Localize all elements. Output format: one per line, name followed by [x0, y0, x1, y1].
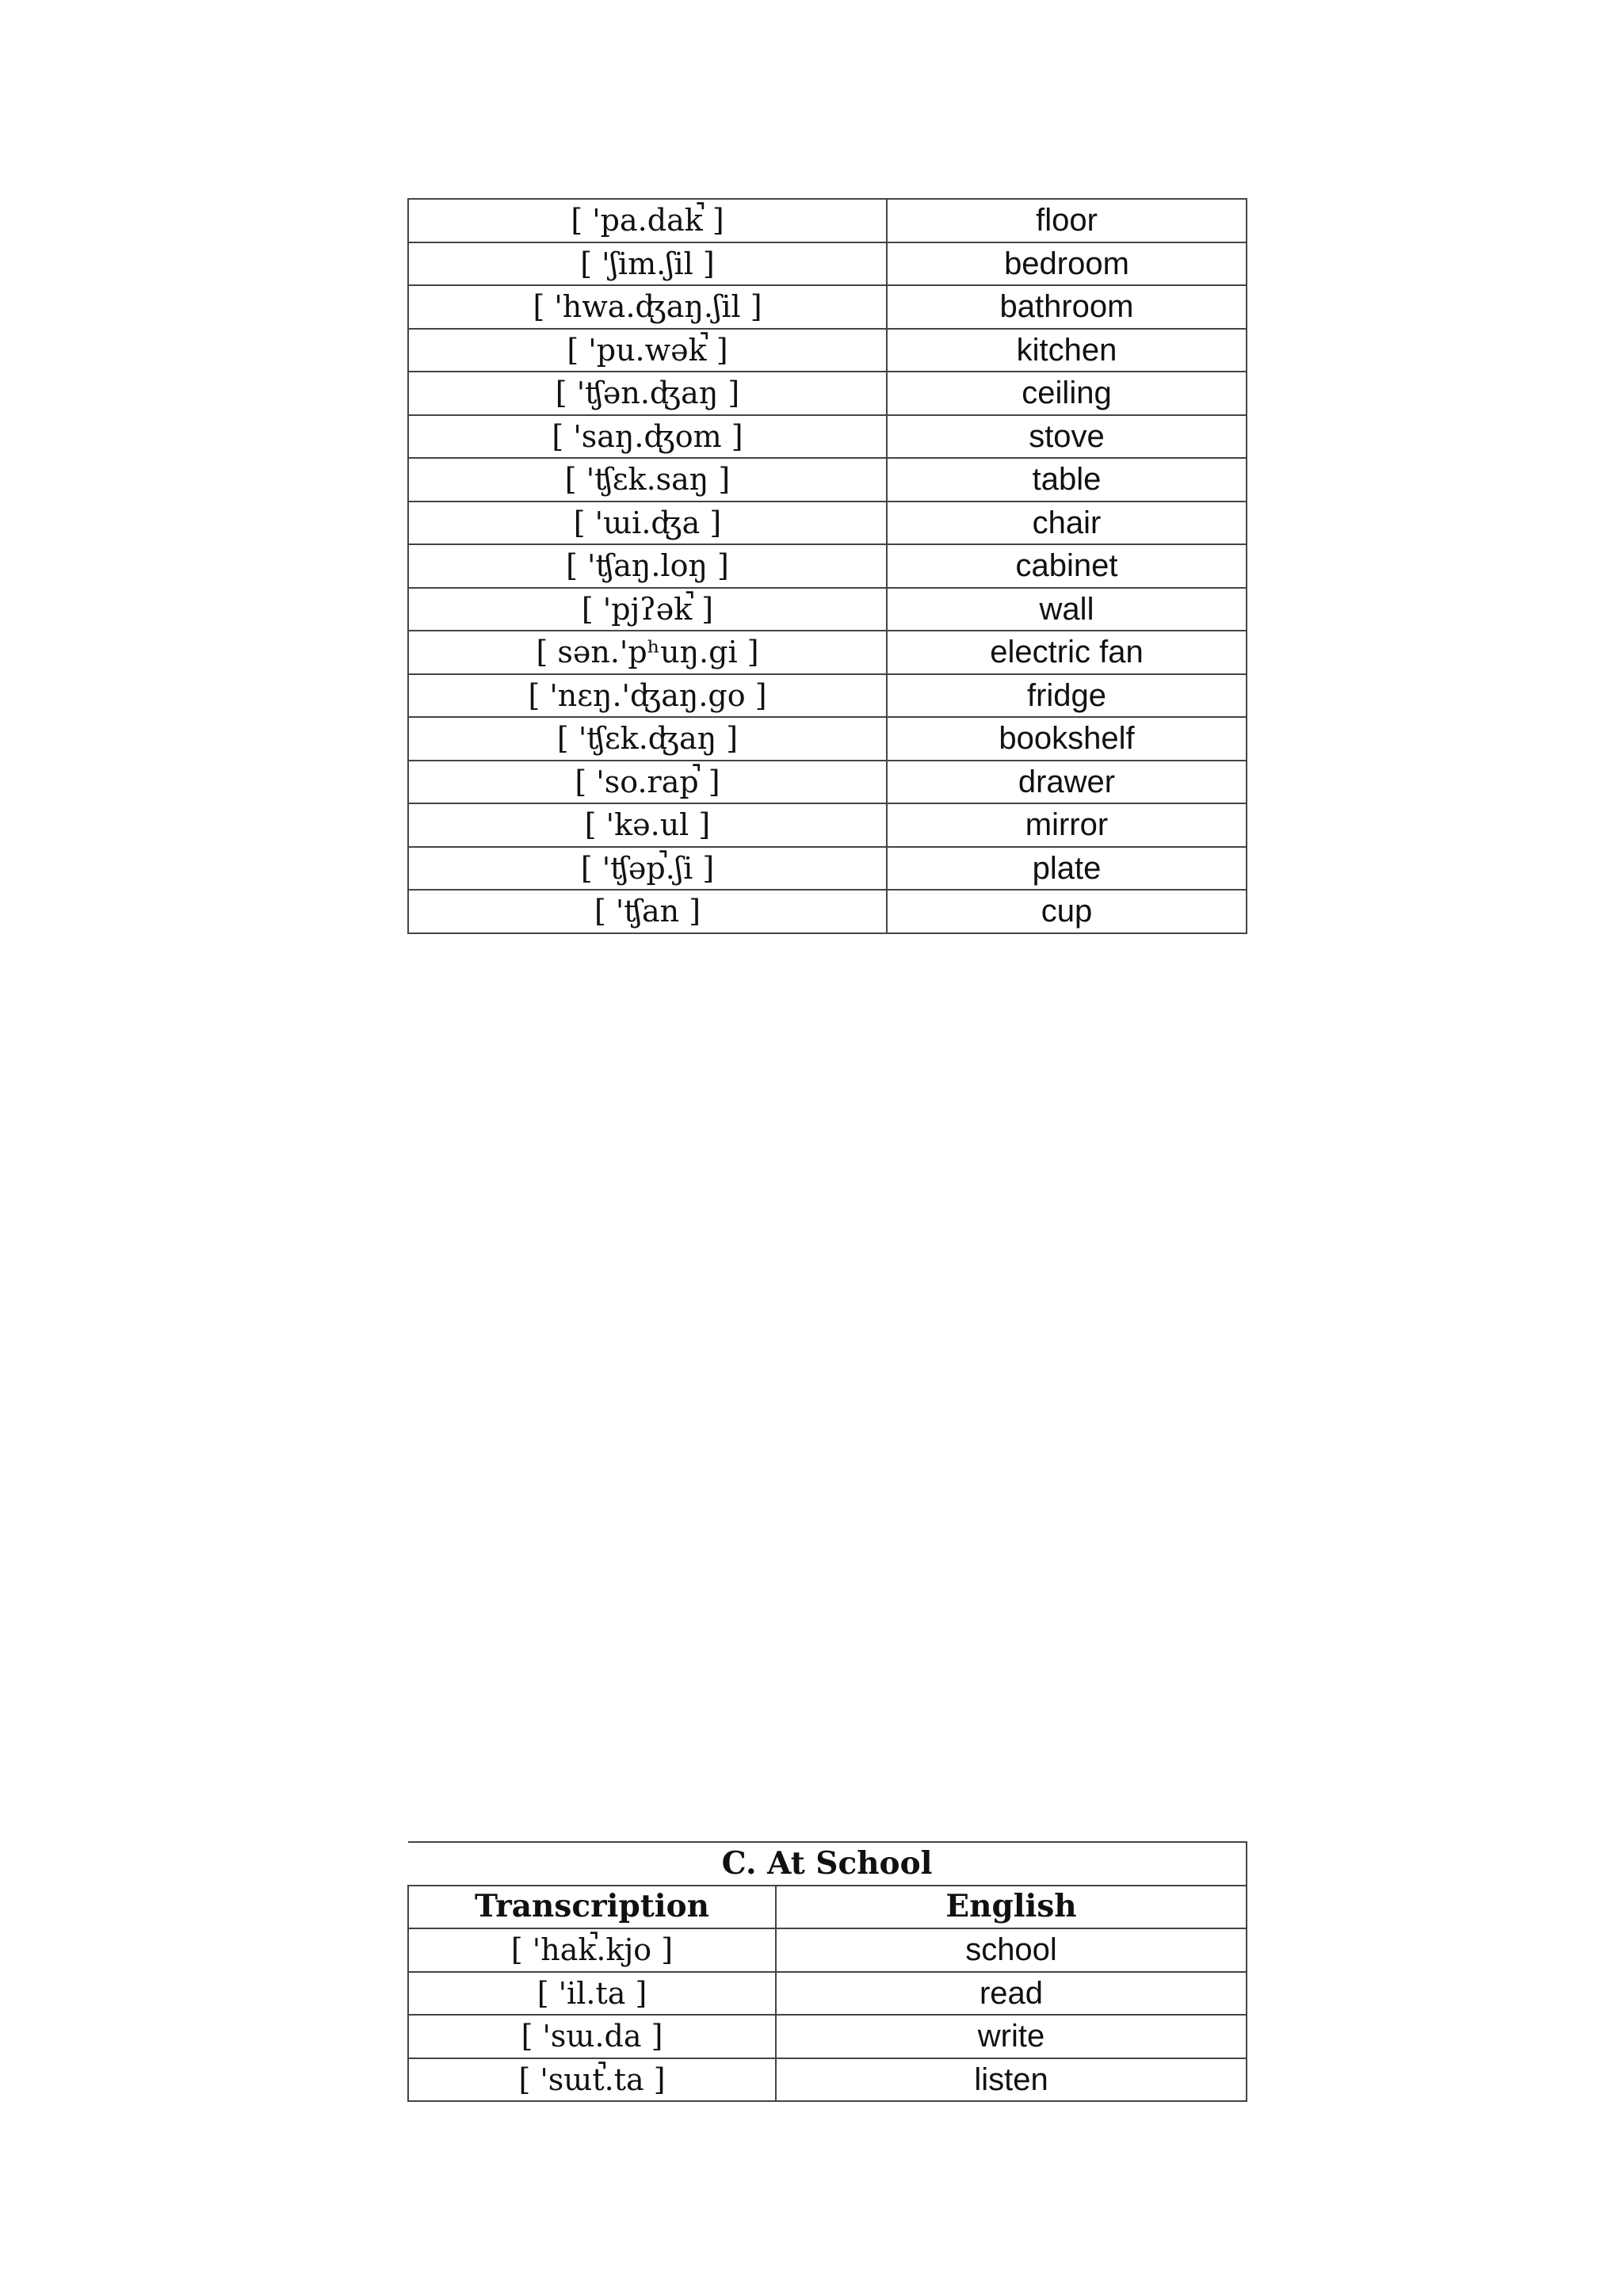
table-row: [408, 458, 1247, 502]
table-row: [408, 2058, 1247, 2102]
english-cell: stove: [887, 415, 1247, 459]
transcription-cell: [ 'saŋ.ʤom ]: [408, 415, 887, 459]
school-table-body: [408, 1842, 1247, 2101]
transcription-cell: [ 'hwa.ʤaŋ.ʃil ]: [408, 285, 887, 329]
transcription-cell: [ 'so.rap̚ ]: [408, 761, 887, 804]
transcription-cell: [ 'ʧən.ʤaŋ ]: [408, 372, 887, 415]
table-header-row: [408, 1886, 1247, 1929]
english-cell: cabinet: [887, 544, 1247, 588]
transcription-cell: [ 'pjʔək̚ ]: [408, 588, 887, 631]
english-cell: table: [887, 458, 1247, 502]
english-cell: kitchen: [887, 329, 1247, 372]
transcription-cell: [ 'pu.wək̚ ]: [408, 329, 887, 372]
column-header-english: English: [776, 1886, 1247, 1929]
english-cell: mirror: [887, 803, 1247, 847]
english-cell: wall: [887, 588, 1247, 631]
english-cell: fridge: [887, 674, 1247, 718]
table-row: [408, 329, 1247, 372]
table-row: [408, 588, 1247, 631]
english-cell: chair: [887, 502, 1247, 545]
table-row: [408, 847, 1247, 891]
table-row: [408, 544, 1247, 588]
table-row: [408, 761, 1247, 804]
english-cell: bedroom: [887, 242, 1247, 286]
transcription-cell: [ 'ʧəp̚.ʃi ]: [408, 847, 887, 891]
table-row: [408, 199, 1247, 242]
english-cell: bathroom: [887, 285, 1247, 329]
table-row: [408, 631, 1247, 674]
table-row: [408, 890, 1247, 933]
table-row: [408, 717, 1247, 761]
table-row: [408, 502, 1247, 545]
house-table-body: [408, 199, 1247, 933]
table-row: [408, 415, 1247, 459]
transcription-cell: [ 'pa.dak̚ ]: [408, 199, 887, 242]
table-row: [408, 1972, 1247, 2016]
vocab-table-school: [407, 1841, 1247, 2102]
english-cell: ceiling: [887, 372, 1247, 415]
english-cell: floor: [887, 199, 1247, 242]
english-cell: electric fan: [887, 631, 1247, 674]
table-row: [408, 803, 1247, 847]
transcription-cell: [ sən.'pʰuŋ.gi ]: [408, 631, 887, 674]
english-cell: school: [776, 1928, 1247, 1972]
table-row: [408, 372, 1247, 415]
transcription-cell: [ 'ʧan ]: [408, 890, 887, 933]
english-cell: plate: [887, 847, 1247, 891]
table-row: [408, 242, 1247, 286]
transcription-cell: [ 'ʃim.ʃil ]: [408, 242, 887, 286]
transcription-cell: [ 'ɯi.ʤa ]: [408, 502, 887, 545]
transcription-cell: [ 'sɯ.da ]: [408, 2015, 776, 2058]
vocab-table-house: [407, 198, 1247, 934]
transcription-cell: [ 'kə.ul ]: [408, 803, 887, 847]
table-row: [408, 2015, 1247, 2058]
transcription-cell: [ 'ʧɛk.saŋ ]: [408, 458, 887, 502]
transcription-cell: [ 'il.ta ]: [408, 1972, 776, 2016]
transcription-cell: [ 'nɛŋ.'ʤaŋ.go ]: [408, 674, 887, 718]
column-header-transcription: Transcription: [408, 1886, 776, 1929]
table-row: [408, 674, 1247, 718]
table-row: [408, 1928, 1247, 1972]
english-cell: cup: [887, 890, 1247, 933]
table-row: [408, 285, 1247, 329]
english-cell: read: [776, 1972, 1247, 2016]
english-cell: write: [776, 2015, 1247, 2058]
transcription-cell: [ 'hak̚.kjo ]: [408, 1928, 776, 1972]
table-title: C. At School: [408, 1842, 1247, 1886]
table-title-row: [408, 1842, 1247, 1886]
transcription-cell: [ 'sɯt̚.ta ]: [408, 2058, 776, 2102]
transcription-cell: [ 'ʧaŋ.loŋ ]: [408, 544, 887, 588]
transcription-cell: [ 'ʧɛk.ʤaŋ ]: [408, 717, 887, 761]
english-cell: bookshelf: [887, 717, 1247, 761]
english-cell: listen: [776, 2058, 1247, 2102]
english-cell: drawer: [887, 761, 1247, 804]
